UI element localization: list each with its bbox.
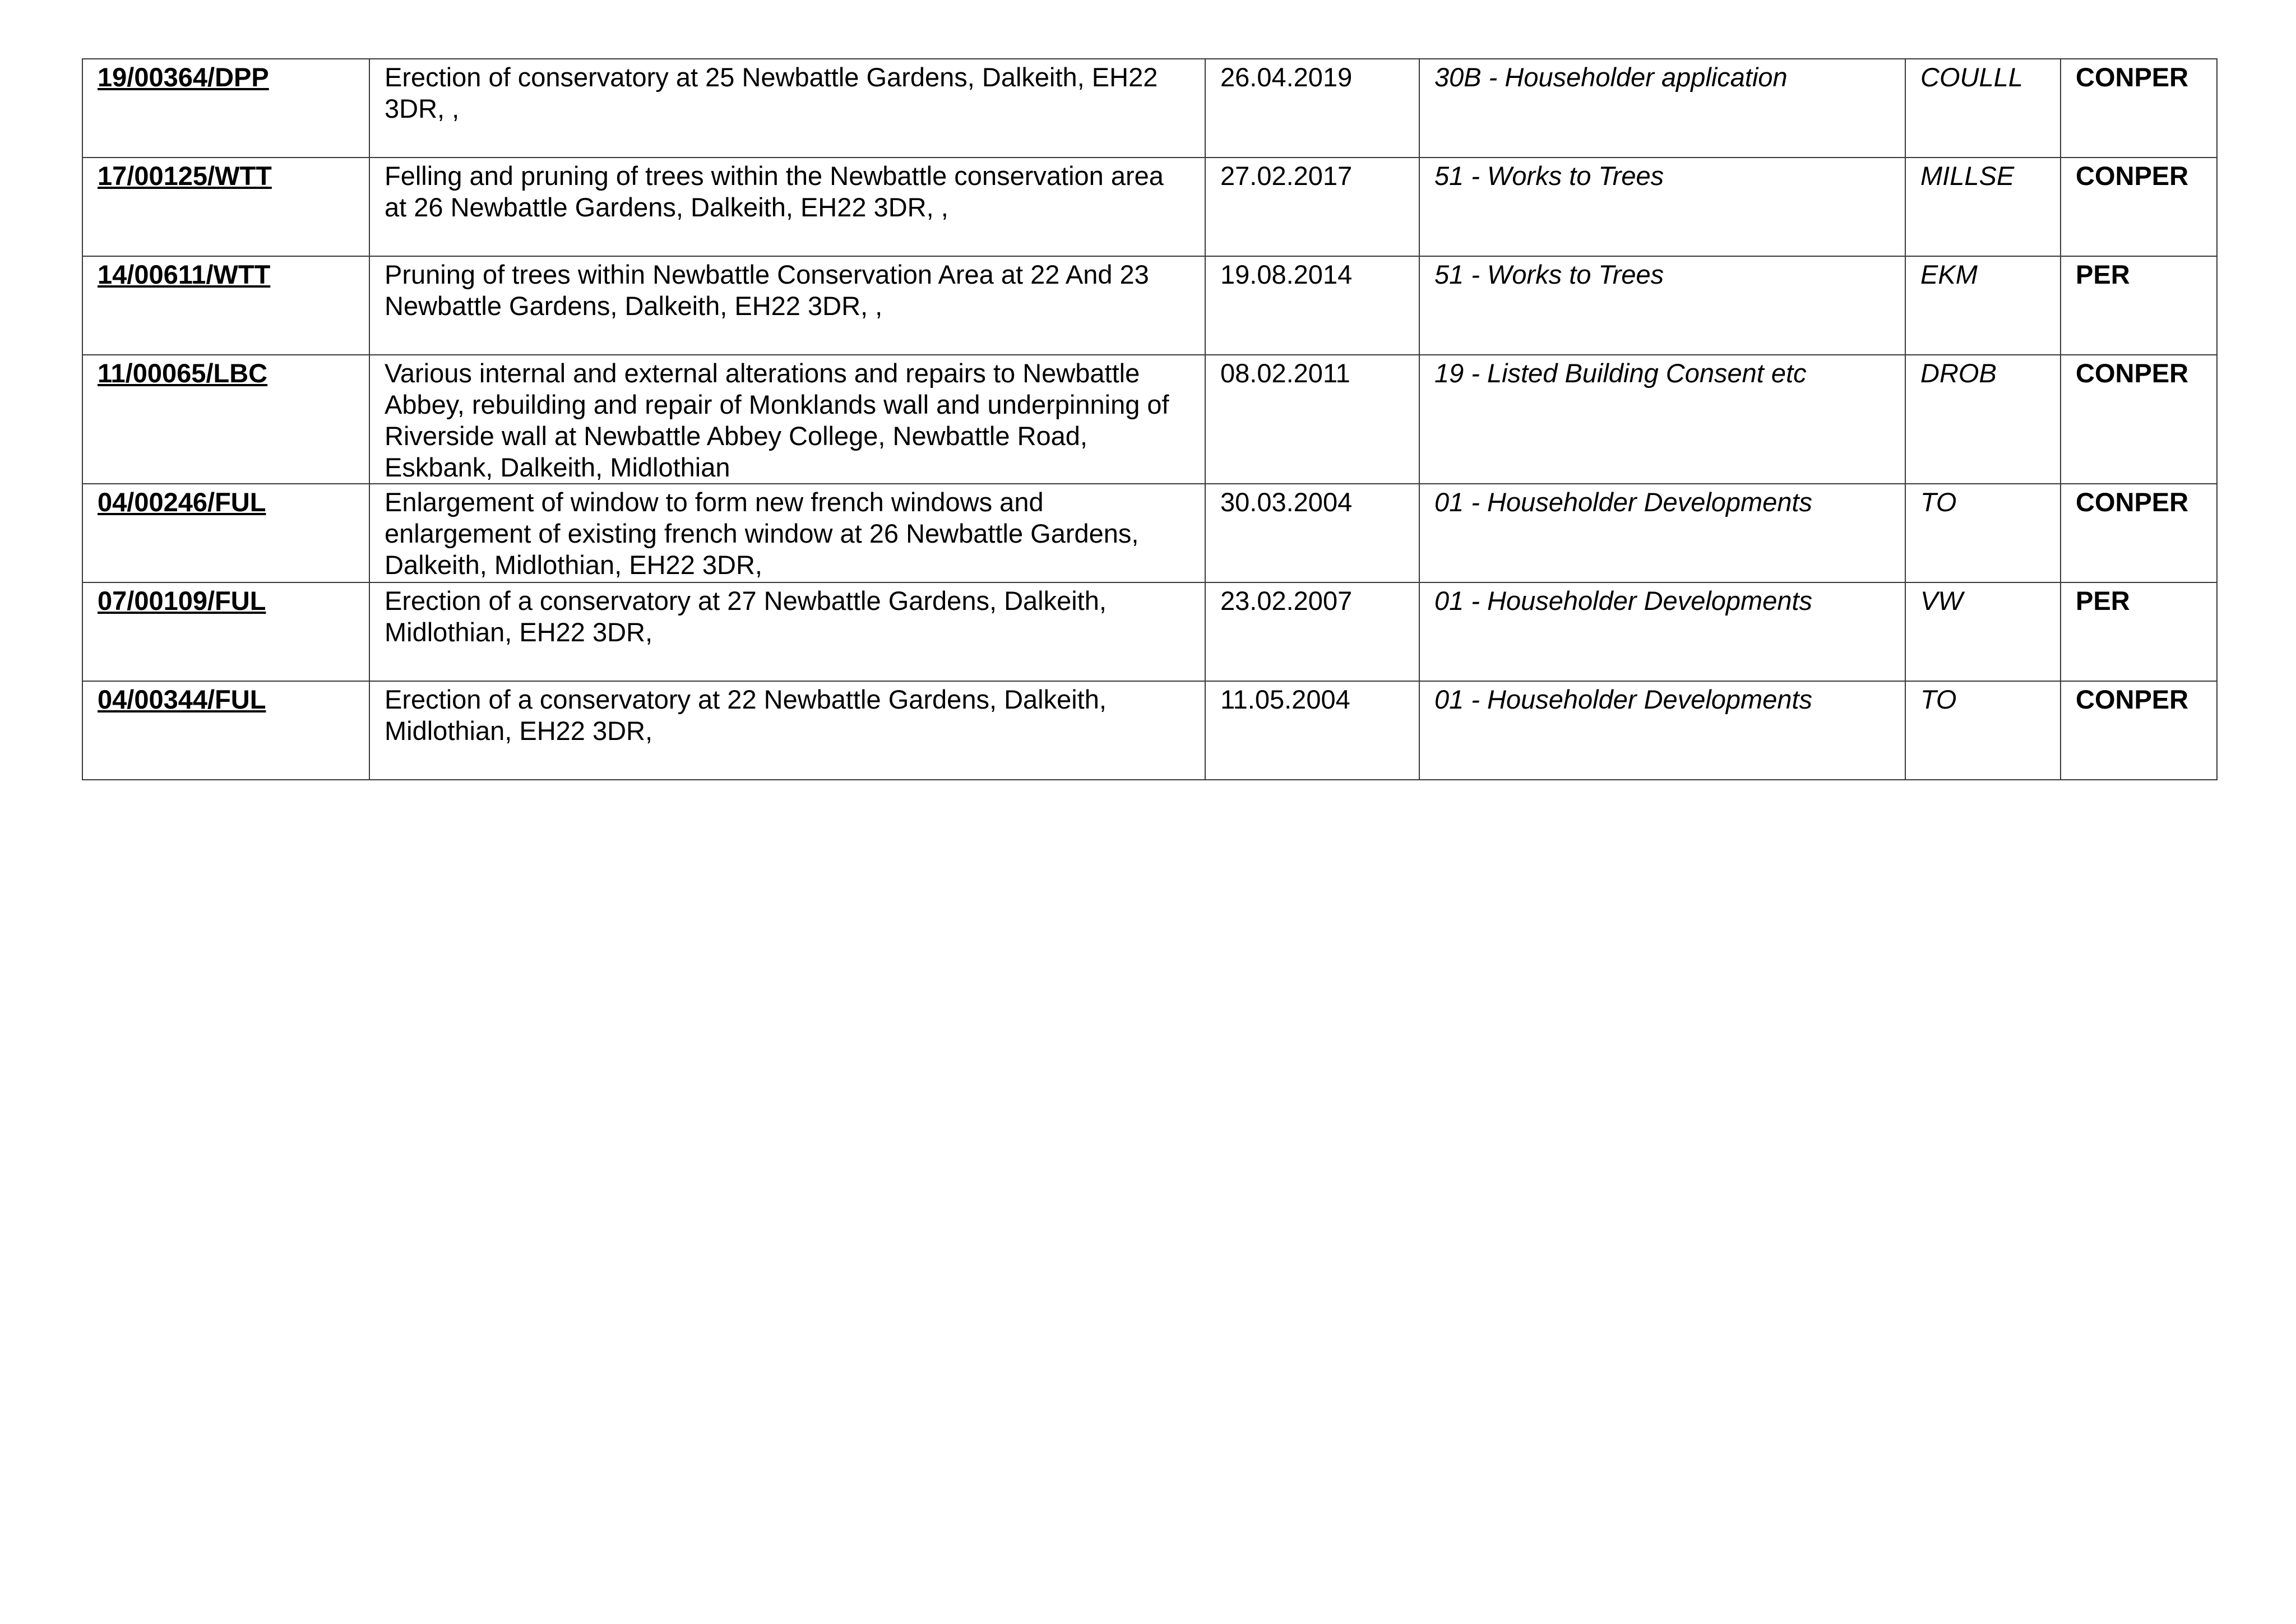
date-cell: 11.05.2004 <box>1205 681 1419 780</box>
table-row <box>82 484 2217 582</box>
officer-cell: EKM <box>1905 256 2061 355</box>
description-cell: Erection of conservatory at 25 Newbattle Gardens, Dalkeith, EH22 3DR, , <box>369 59 1205 158</box>
reference-cell <box>82 355 369 484</box>
date-cell: 26.04.2019 <box>1205 59 1419 158</box>
application-type-cell: 01 - Householder Developments <box>1419 681 1905 780</box>
decision-cell: CONPER <box>2061 484 2217 582</box>
decision-cell: CONPER <box>2061 59 2217 158</box>
application-type-cell: 30B - Householder application <box>1419 59 1905 158</box>
table-row <box>82 355 2217 484</box>
table-row <box>82 681 2217 780</box>
decision-cell: CONPER <box>2061 681 2217 780</box>
description-cell: Erection of a conservatory at 22 Newbattle Gardens, Dalkeith, Midlothian, EH22 3DR, <box>369 681 1205 780</box>
officer-cell: TO <box>1905 681 2061 780</box>
description-cell: Erection of a conservatory at 27 Newbattle Gardens, Dalkeith, Midlothian, EH22 3DR, <box>369 582 1205 681</box>
application-reference-link[interactable]: 07/00109/FUL <box>98 586 266 616</box>
description-cell: Enlargement of window to form new french windows and enlargement of existing french window at 26 Newbattle Gardens, Dalkeith, Midlothian, EH22 3DR, <box>369 484 1205 582</box>
decision-cell: CONPER <box>2061 158 2217 256</box>
description-cell: Felling and pruning of trees within the Newbattle conservation area at 26 Newbattle Gardens, Dalkeith, EH22 3DR, , <box>369 158 1205 256</box>
date-cell: 19.08.2014 <box>1205 256 1419 355</box>
reference-cell <box>82 582 369 681</box>
table-row <box>82 582 2217 681</box>
description-cell: Various internal and external alterations and repairs to Newbattle Abbey, rebuilding and repair of Monklands wall and underpinning of Riverside wall at Newbattle Abbey College, Newbattle Road, Eskbank, Dalkeith, Midlothian <box>369 355 1205 484</box>
table-row <box>82 59 2217 158</box>
officer-cell: COULLL <box>1905 59 2061 158</box>
application-type-cell: 19 - Listed Building Consent etc <box>1419 355 1905 484</box>
application-type-cell: 51 - Works to Trees <box>1419 256 1905 355</box>
officer-cell: TO <box>1905 484 2061 582</box>
date-cell: 27.02.2017 <box>1205 158 1419 256</box>
reference-cell <box>82 484 369 582</box>
table-row <box>82 158 2217 256</box>
application-reference-link[interactable]: 17/00125/WTT <box>98 161 272 191</box>
application-reference-link[interactable]: 04/00344/FUL <box>98 684 266 714</box>
reference-cell <box>82 158 369 256</box>
application-type-cell: 51 - Works to Trees <box>1419 158 1905 256</box>
decision-cell: PER <box>2061 582 2217 681</box>
table-body <box>82 59 2217 780</box>
reference-cell <box>82 59 369 158</box>
table-row <box>82 256 2217 355</box>
decision-cell: PER <box>2061 256 2217 355</box>
decision-cell: CONPER <box>2061 355 2217 484</box>
officer-cell: VW <box>1905 582 2061 681</box>
officer-cell: MILLSE <box>1905 158 2061 256</box>
application-reference-link[interactable]: 19/00364/DPP <box>98 62 269 92</box>
reference-cell <box>82 681 369 780</box>
application-type-cell: 01 - Householder Developments <box>1419 582 1905 681</box>
reference-cell <box>82 256 369 355</box>
date-cell: 23.02.2007 <box>1205 582 1419 681</box>
application-reference-link[interactable]: 11/00065/LBC <box>98 358 268 388</box>
application-reference-link[interactable]: 04/00246/FUL <box>98 487 266 517</box>
application-type-cell: 01 - Householder Developments <box>1419 484 1905 582</box>
planning-applications-table <box>82 58 2218 780</box>
description-cell: Pruning of trees within Newbattle Conservation Area at 22 And 23 Newbattle Gardens, Dalkeith, EH22 3DR, , <box>369 256 1205 355</box>
officer-cell: DROB <box>1905 355 2061 484</box>
date-cell: 30.03.2004 <box>1205 484 1419 582</box>
date-cell: 08.02.2011 <box>1205 355 1419 484</box>
application-reference-link[interactable]: 14/00611/WTT <box>98 260 271 289</box>
